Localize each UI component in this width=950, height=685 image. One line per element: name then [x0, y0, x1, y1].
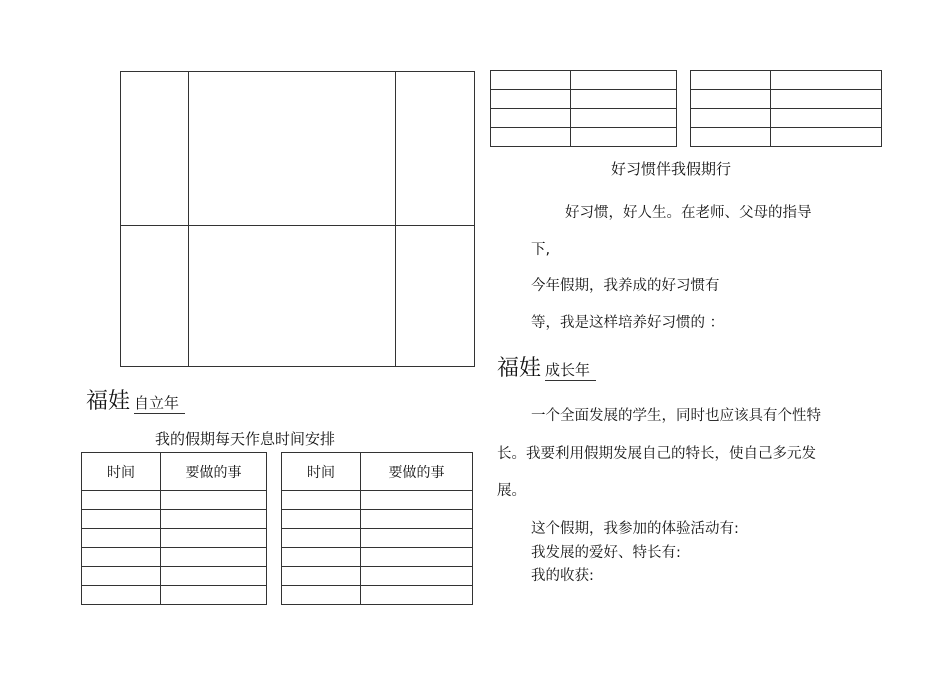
- table-row: [82, 529, 267, 548]
- table-cell[interactable]: [361, 491, 473, 510]
- table-cell[interactable]: [571, 109, 677, 128]
- table-cell[interactable]: [691, 128, 771, 147]
- schedule-table-right: [281, 452, 473, 605]
- table-row: [82, 548, 267, 567]
- table-row: [82, 567, 267, 586]
- column-header: 要做的事: [361, 453, 473, 491]
- table-cell[interactable]: [82, 548, 161, 567]
- table-cell[interactable]: [691, 71, 771, 90]
- table-cell[interactable]: [361, 510, 473, 529]
- table-row: [282, 529, 473, 548]
- table-cell[interactable]: [361, 567, 473, 586]
- column-header: 时间: [82, 453, 161, 491]
- growth-section-title: [497, 357, 596, 381]
- table-cell[interactable]: [282, 567, 361, 586]
- selfreliance-title-small: 自立年: [134, 394, 185, 414]
- table-cell[interactable]: [361, 586, 473, 605]
- table-cell[interactable]: [282, 548, 361, 567]
- table-row: [82, 586, 267, 605]
- table-cell[interactable]: [361, 548, 473, 567]
- frame-divider: [121, 225, 474, 226]
- table-cell[interactable]: [161, 586, 267, 605]
- schedule-table-left: [81, 452, 267, 605]
- table-cell[interactable]: [82, 567, 161, 586]
- table-cell[interactable]: [491, 109, 571, 128]
- table-cell[interactable]: [571, 128, 677, 147]
- table-cell[interactable]: [771, 90, 882, 109]
- table-cell[interactable]: [282, 510, 361, 529]
- growth-line: 我的收获:: [531, 568, 594, 584]
- frame-divider: [188, 72, 189, 366]
- table-cell[interactable]: [571, 90, 677, 109]
- habits-line: 等，我是这样培养好习惯的 ：: [531, 315, 725, 331]
- top-right-table-right: [690, 70, 882, 147]
- table-cell[interactable]: [161, 510, 267, 529]
- table-cell[interactable]: [82, 491, 161, 510]
- table-cell[interactable]: [771, 128, 882, 147]
- table-cell[interactable]: [161, 548, 267, 567]
- table-cell[interactable]: [491, 90, 571, 109]
- table-cell[interactable]: [161, 567, 267, 586]
- table-cell[interactable]: [82, 510, 161, 529]
- table-row: [82, 491, 267, 510]
- growth-line: 长。我要利用假期发展自己的特长，使自己多元发: [497, 446, 816, 462]
- growth-line: 我发展的爱好、特长有:: [531, 545, 681, 561]
- selfreliance-title-big: 福娃: [86, 389, 131, 414]
- frame-divider: [395, 72, 396, 366]
- table-cell[interactable]: [691, 90, 771, 109]
- growth-line: 这个假期，我参加的体验活动有:: [531, 521, 739, 537]
- table-row: [282, 491, 473, 510]
- table-row: [282, 510, 473, 529]
- habits-line: 今年假期，我养成的好习惯有: [531, 278, 720, 294]
- table-cell[interactable]: [82, 529, 161, 548]
- table-cell[interactable]: [691, 109, 771, 128]
- table-cell[interactable]: [282, 491, 361, 510]
- table-cell[interactable]: [771, 71, 882, 90]
- table-cell[interactable]: [771, 109, 882, 128]
- habits-line: 好习惯，好人生。在老师、父母的指导: [565, 205, 812, 221]
- table-cell[interactable]: [82, 586, 161, 605]
- table-row: [82, 510, 267, 529]
- growth-title-big: 福娃: [497, 356, 542, 381]
- column-header: 要做的事: [161, 453, 267, 491]
- table-cell[interactable]: [282, 586, 361, 605]
- column-header: 时间: [282, 453, 361, 491]
- growth-title-small: 成长年: [545, 361, 596, 381]
- habits-title: 好习惯伴我假期行: [611, 160, 732, 178]
- table-cell[interactable]: [491, 71, 571, 90]
- selfreliance-section-title: [86, 390, 185, 414]
- table-cell[interactable]: [161, 491, 267, 510]
- table-row: [282, 567, 473, 586]
- growth-line: 一个全面发展的学生，同时也应该具有个性特: [531, 408, 821, 424]
- photo-frame-grid: [120, 71, 475, 367]
- table-cell[interactable]: [491, 128, 571, 147]
- table-cell[interactable]: [571, 71, 677, 90]
- table-cell[interactable]: [282, 529, 361, 548]
- habits-line: 下,: [531, 242, 551, 258]
- table-cell[interactable]: [361, 529, 473, 548]
- top-right-table-left: [490, 70, 677, 147]
- table-cell[interactable]: [161, 529, 267, 548]
- growth-line: 展。: [497, 483, 526, 499]
- table-row: [282, 586, 473, 605]
- schedule-caption: 我的假期每天作息时间安排: [155, 430, 336, 448]
- table-row: [282, 548, 473, 567]
